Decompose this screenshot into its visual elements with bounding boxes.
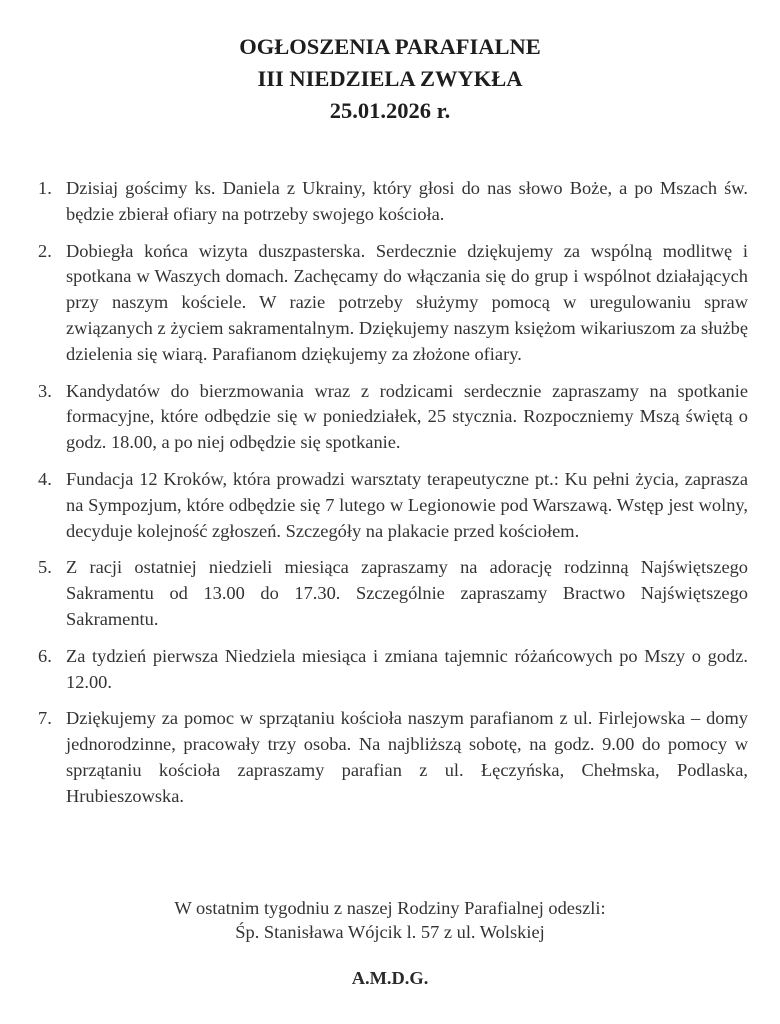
obituary-entry: Śp. Stanisława Wójcik l. 57 z ul. Wolskiej <box>235 922 545 942</box>
announcement-item <box>38 706 748 809</box>
announcement-item <box>38 555 748 632</box>
document-date: 25.01.2026 r. <box>329 98 451 123</box>
document-header <box>0 31 780 127</box>
announcement-number: 4. <box>38 468 52 489</box>
document-title: OGŁOSZENIA PARAFIALNE <box>239 34 541 59</box>
obituary-section <box>0 896 780 944</box>
closing-motto: A.M.D.G. <box>351 968 429 988</box>
announcement-number: 6. <box>38 645 52 666</box>
liturgical-sunday: III NIEDZIELA ZWYKŁA <box>257 66 523 91</box>
announcement-item <box>38 379 748 456</box>
announcement-item <box>38 467 748 544</box>
announcement-text: Kandydatów do bierzmowania wraz z rodzicami serdecznie zapraszamy na spotkanie formacyjne, które odbędzie się w poniedziałek, 25 stycznia. Rozpoczniemy Mszą świętą o godz. 18.00, a po niej odbędzie się spotkanie. <box>66 380 748 453</box>
announcement-text: Z racji ostatniej niedzieli miesiąca zapraszamy na adorację rodzinną Najświętszego Sakramentu od 13.00 do 17.30. Szczególnie zapraszamy Bractwo Najświętszego Sakramentu. <box>66 557 748 629</box>
announcement-number: 3. <box>38 380 52 401</box>
obituary-heading: W ostatnim tygodniu z naszej Rodziny Parafialnej odeszli: <box>174 898 606 918</box>
announcements-list <box>38 176 748 821</box>
announcement-text: Dzisiaj gościmy ks. Daniela z Ukrainy, który głosi do nas słowo Boże, a po Mszach św. będzie zbierał ofiary na potrzeby swojego kościoła. <box>66 178 748 224</box>
announcement-text: Za tydzień pierwsza Niedziela miesiąca i zmiana tajemnic różańcowych po Mszy o godz. 12.00. <box>66 645 748 692</box>
announcement-item <box>38 644 748 696</box>
announcement-text: Fundacja 12 Kroków, która prowadzi warsztaty terapeutyczne pt.: Ku pełni życia, zaprasza na Sympozjum, które odbędzie się 7 lutego w Legionowie pod Warszawą. Wstęp jest wolny, decyduje kolejność zgłoszeń. Szczegóły na plakacie przed kościołem. <box>66 468 748 541</box>
announcement-item <box>38 176 748 228</box>
announcement-text: Dziękujemy za pomoc w sprzątaniu kościoła naszym parafianom z ul. Firlejowska – domy jednorodzinne, pracowały trzy osoba. Na najbliższą sobotę, na godz. 9.00 do pomocy w sprzątaniu kościoła zapraszamy parafian z ul. Łęczyńska, Chełmska, Podlaska, Hrubieszowska. <box>66 708 748 806</box>
announcement-number: 5. <box>38 557 52 578</box>
announcement-text: Dobiegła końca wizyta duszpasterska. Serdecznie dziękujemy za wspólną modlitwę i spotkana w Waszych domach. Zachęcamy do włączania się do grup i wspólnot działających przy naszym kościele. W razie potrzeby służymy pomocą w uregulowaniu spraw związanych z życiem sakramentalnym. Dziękujemy naszym księżom wikariuszom za służbę dzielenia się wiarą. Parafianom dziękujemy za złożone ofiary. <box>66 240 748 364</box>
announcement-number: 7. <box>38 708 52 729</box>
announcement-number: 2. <box>38 240 52 261</box>
announcement-item <box>38 239 748 368</box>
announcement-number: 1. <box>38 178 52 198</box>
